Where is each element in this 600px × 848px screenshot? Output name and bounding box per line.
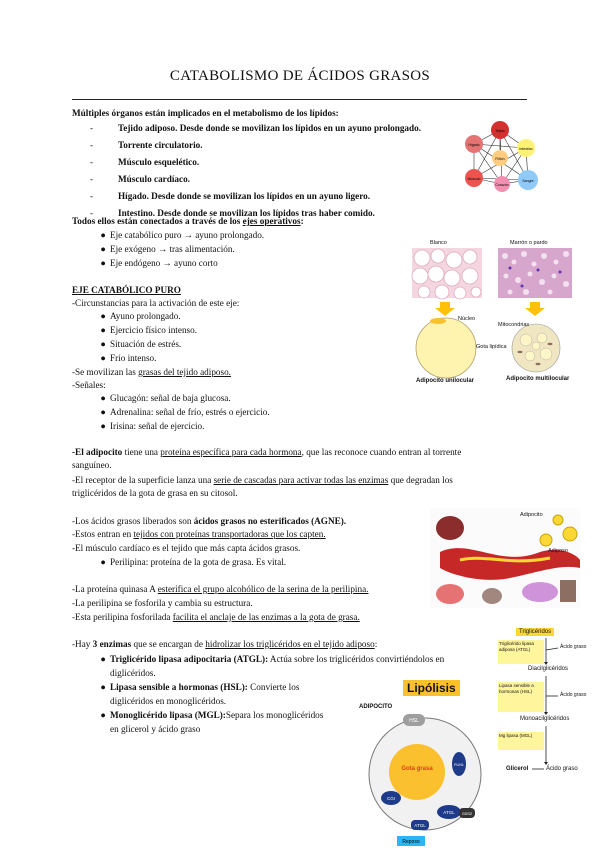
network-label: Sangre: [522, 179, 534, 183]
pathway-mg: Monoacilglicéridos: [520, 716, 570, 722]
circumstance-item: ● Frío intenso.: [100, 353, 157, 363]
intro-heading: Múltiples órganos están implicados en el metabolismo de los lípidos:: [72, 108, 339, 118]
kinase-line: -La perilipina se fosforila y cambia su estructura.: [72, 598, 253, 608]
agne-line: -Los ácidos grasos liberados son ácidos grasos no esterificados (AGNE).: [72, 516, 347, 526]
axes-heading: Todos ellos están conectados a través de los ejes operativos:: [72, 216, 304, 226]
pathway-enzyme-mgl: Mg lipasa (MGL): [498, 732, 544, 750]
circumstance-item: ● Ejercicio físico intenso.: [100, 325, 197, 335]
label-mitochondria: Mitocondrias: [498, 322, 530, 328]
adipocyte-line: sanguíneo.: [72, 460, 112, 470]
enzyme-item: ● Triglicérido lipasa adipocitaria (ATGL): Actúa sobre los triglicéridos convirtiéndolos en: [100, 654, 445, 664]
adipocyte-illustration: [410, 248, 576, 388]
kinase-line: -Esta perilipina fosforilada facilita el anclaje de las enzimas a la gota de grasa.: [72, 612, 360, 622]
signal-item: ● Glucagón: señal de baja glucosa.: [100, 393, 231, 403]
enzyme-item: ● Monoglicérido lipasa (MGL):Separa los monoglicéridos: [100, 710, 324, 720]
axis-item: ● Eje catabólico puro → ayuno prolongado.: [100, 230, 265, 240]
agne-line: -Estos entran en tejidos con proteínas transportadoras que los capten.: [72, 529, 326, 539]
circumstance-item: ● Situación de estrés.: [100, 339, 182, 349]
enzymes-heading: -Hay 3 enzimas que se encargan de hidrolizar los triglicéridos en el tejido adiposo:: [72, 639, 378, 649]
label-fat-drop: Gota grasa: [401, 766, 433, 772]
enzyme-item-cont: diglicéridos en monoglicéridos.: [110, 696, 227, 706]
label-atgl: ATGL: [414, 823, 426, 828]
label-plin1: PLIN1: [454, 763, 464, 767]
pathway-glycerol: Glicerol: [506, 766, 529, 772]
title-underline: [72, 99, 527, 100]
enzyme-item-cont: diglicéridos.: [110, 668, 156, 678]
pathway-enzyme-atgl: Triglicérido lipasa adiposa (ATGL): [498, 640, 544, 664]
adipocyte-line: -El adipocito tiene una proteína específica para cada hormona, que las reconoce cuando entran al torrente: [72, 447, 462, 457]
organ-network-diagram: [462, 118, 542, 194]
label-cgi: CGI: [386, 796, 396, 801]
label-atgl: ATGL: [443, 810, 455, 815]
adipocyte-label: ADIPOCITO: [359, 704, 393, 710]
page-title: CATABOLISMO DE ÁCIDOS GRASOS: [169, 68, 431, 84]
axis-item: ● Eje exógeno → tras alimentación.: [100, 244, 235, 254]
circumstances-label: -Circunstancias para la activación de este eje:: [72, 298, 240, 308]
intro-item: - Intestino. Desde donde se movilizan los lípidos tras haber comido.: [90, 208, 375, 218]
network-label: Riñón: [495, 157, 505, 161]
pathway-figure: [498, 628, 594, 778]
network-label: Tejido: [495, 129, 505, 133]
label-lipid-drop: Gota lipídica: [476, 344, 507, 350]
lipolysis-diagram: [363, 708, 491, 848]
organs-illustration: [430, 508, 580, 608]
pathway-arrows: [498, 628, 594, 778]
intro-item: - Tejido adiposo. Desde donde se movilizan los lípidos en un ayuno prolongado.: [90, 123, 422, 133]
pathway-fa-1: Ácido graso: [560, 644, 587, 650]
label-unilocular: Adipocito unilocular: [416, 378, 474, 384]
label-g0s2: G0S2: [461, 811, 473, 816]
enzyme-item: ● Lipasa sensible a hormonas (HSL): Convierte los: [100, 682, 300, 692]
pure-axis-heading: EJE CATABÓLICO PURO: [72, 285, 181, 295]
intro-item: - Torrente circulatorio.: [90, 140, 203, 150]
intro-item: - Hígado. Desde donde se movilizan los lípidos en un ayuno ligero.: [90, 191, 371, 201]
organs-figure: [430, 508, 580, 608]
network-label: Hígado: [468, 143, 480, 147]
adipocyte-types-figure: [410, 238, 576, 388]
network-label: Intestino: [519, 147, 533, 151]
agne-line: -El músculo cardíaco es el tejido que más capta ácidos grasos.: [72, 543, 301, 553]
signal-item: ● Adrenalina: señal de frío, estrés o ejercicio.: [100, 407, 270, 417]
label-rest: Reposo: [402, 839, 420, 845]
adipocyte-line: -El receptor de la superficie lanza una serie de cascadas para activar todas las enzimas que degradan los: [72, 475, 453, 485]
organs-label-top: Adipocito: [520, 512, 543, 518]
label-brown: Marrón o pardo: [510, 240, 548, 246]
pathway-fa-2: Ácido graso: [560, 692, 587, 698]
signals-label: -Señales:: [72, 380, 106, 390]
organs-label-tissue: Adiposo: [548, 548, 568, 554]
pathway-enzyme-hsl: Lipasa sensible a hormonas (HSL): [498, 682, 544, 712]
intro-item: - Músculo cardíaco.: [90, 174, 190, 184]
pathway-fa: Ácido graso: [546, 766, 578, 772]
circumstance-item: ● Ayuno prolongado.: [100, 311, 181, 321]
network-label: Corazón: [495, 183, 509, 187]
kinase-line: -La proteína quinasa A esterifica el grupo alcohólico de la serina de la perilipina.: [72, 584, 369, 594]
pathway-dg: Diacilglicéridos: [528, 666, 569, 672]
adipocyte-line: triglicéridos de la gota de grasa en su citosol.: [72, 488, 238, 498]
axis-item: ● Eje endógeno → ayuno corto: [100, 258, 218, 268]
label-hsl: HSL: [409, 718, 419, 724]
pathway-tg: Triglicéridos: [516, 628, 554, 636]
intro-item: - Músculo esquelético.: [90, 157, 200, 167]
mobilization-text: -Se movilizan las grasas del tejido adiposo.: [72, 367, 231, 377]
lipolysis-title: Lipólisis: [403, 680, 460, 696]
lipolysis-figure: [355, 680, 495, 848]
label-nucleus: Núcleo: [458, 316, 476, 322]
enzyme-item-cont: en glicerol y ácido graso: [110, 724, 201, 734]
signal-item: ● Irisina: señal de ejercicio.: [100, 421, 205, 431]
label-multilocular: Adipocito multilocular: [506, 376, 570, 382]
perilipin-item: ● Perilipina: proteína de la gota de grasa. Es vital.: [100, 557, 287, 567]
network-label: Músculo: [467, 177, 481, 181]
label-white: Blanco: [430, 240, 447, 246]
